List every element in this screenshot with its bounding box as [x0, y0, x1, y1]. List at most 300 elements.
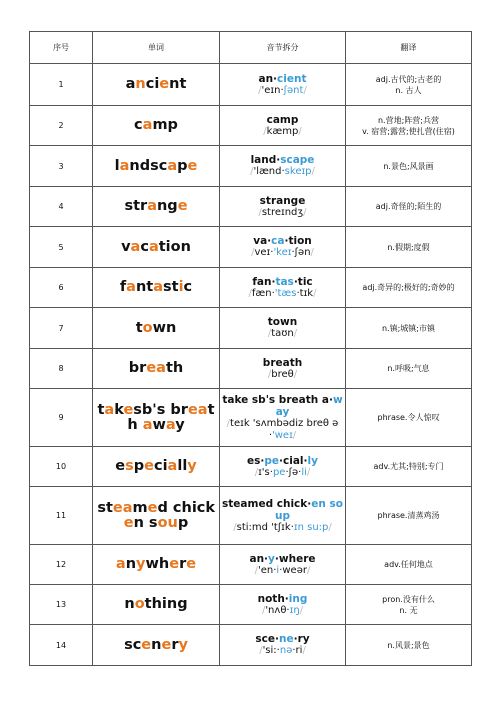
word — [95, 321, 217, 336]
word-segment: e — [123, 514, 134, 531]
word-segment: ea — [146, 360, 166, 376]
translation-cell — [346, 187, 472, 227]
word-segment: thing — [144, 596, 188, 612]
syllable-cell — [220, 349, 346, 389]
word — [95, 240, 217, 255]
phonetic-segment: skeɪp — [284, 166, 312, 177]
phonetic-segment: streɪndʒ — [261, 206, 304, 218]
word-segment: e — [144, 458, 154, 474]
translation-cell — [346, 585, 472, 625]
word-segment: a — [167, 157, 178, 174]
phonetic — [222, 605, 343, 617]
phonetic — [222, 288, 343, 300]
syllable-split — [222, 357, 343, 369]
syllable-segment: noth· — [257, 592, 289, 605]
word-segment: wn — [152, 319, 177, 336]
translation-cell — [346, 227, 472, 268]
word-segment: nt — [169, 76, 187, 92]
word-segment: e — [169, 556, 180, 572]
syllable-segment: ·cial· — [279, 454, 308, 467]
syllable-split — [222, 195, 343, 207]
phonetic-segment: 'en· — [258, 564, 277, 576]
table-row — [30, 64, 472, 106]
word-segment: r — [179, 556, 187, 572]
word-segment: ll — [177, 458, 188, 474]
row-number: 1 — [30, 64, 93, 106]
phonetic — [222, 126, 343, 138]
phonetic-slash: / — [299, 604, 304, 616]
word-cell — [93, 227, 220, 268]
row-number: 12 — [30, 545, 93, 585]
table-row — [30, 545, 472, 585]
syllable-segment: es· — [247, 454, 265, 467]
row-number: 14 — [30, 625, 93, 666]
syllable-segment: strange — [259, 194, 306, 207]
word-cell — [93, 625, 220, 666]
phonetic — [222, 418, 343, 442]
syllable-cell — [220, 308, 346, 349]
table-row — [30, 349, 472, 389]
phonetic-slash: / — [306, 564, 311, 576]
word-segment: e — [161, 636, 172, 653]
word-segment: e — [177, 198, 188, 214]
word-segment: tion — [158, 238, 191, 255]
syllable-segment: en soup — [275, 497, 343, 522]
word-cell — [93, 106, 220, 146]
translation-cell — [346, 389, 472, 447]
row-number: 3 — [30, 146, 93, 187]
syllable-cell — [220, 227, 346, 268]
syllable-split — [222, 316, 343, 328]
word-cell — [93, 349, 220, 389]
word-segment: mp — [152, 117, 178, 133]
word-segment: a — [130, 238, 141, 255]
word — [95, 361, 217, 376]
table-row — [30, 585, 472, 625]
row-number: 4 — [30, 187, 93, 227]
phonetic — [222, 166, 343, 178]
phonetic — [222, 369, 343, 381]
phonetic-slash: / — [267, 328, 272, 339]
syllable-split — [222, 633, 343, 645]
word-cell — [93, 146, 220, 187]
syllable-segment: tas — [275, 275, 294, 288]
word-segment: wh — [145, 556, 170, 572]
translation-line: phrase.清蒸鸡汤 — [377, 511, 440, 520]
phonetic-segment: fæn· — [251, 287, 275, 299]
word-segment: s — [125, 458, 134, 474]
phonetic-segment: veɪ· — [254, 247, 274, 258]
table-row — [30, 625, 472, 666]
word — [95, 199, 217, 214]
phonetic — [222, 328, 343, 340]
word-segment: y — [175, 416, 185, 433]
table-body — [30, 64, 472, 666]
syllable-split — [222, 553, 343, 565]
phonetic-slash: / — [251, 247, 255, 258]
word-segment: i — [178, 279, 184, 295]
phonetic-slash: / — [302, 645, 306, 656]
syllable-split — [222, 154, 343, 166]
syllable-segment: ca — [271, 235, 285, 247]
word-segment: ci — [153, 458, 168, 474]
syllable-cell — [220, 268, 346, 308]
phonetic-slash: / — [293, 328, 298, 339]
word-segment: br — [128, 360, 147, 376]
row-number: 5 — [30, 227, 93, 268]
translation-line: n.风景;景色 — [387, 640, 430, 650]
word-segment: e — [123, 401, 134, 418]
syllable-segment: land· — [250, 154, 281, 166]
phonetic-segment: ·ri — [292, 645, 303, 656]
table-row — [30, 308, 472, 349]
syllable-segment: ne — [278, 633, 294, 645]
syllable-cell — [220, 187, 346, 227]
word-segment: sc — [124, 636, 142, 653]
word-cell — [93, 545, 220, 585]
table-row — [30, 389, 472, 447]
table-row — [30, 106, 472, 146]
syllable-cell — [220, 545, 346, 585]
translation-cell — [346, 106, 472, 146]
translation-line: n.镇;城镇;市镇 — [381, 323, 435, 333]
syllable-split — [222, 498, 343, 522]
word-segment: e — [147, 499, 158, 516]
phonetic — [222, 645, 343, 657]
phonetic-segment: ɪn su:p — [293, 521, 329, 533]
translation-cell — [346, 487, 472, 545]
word-segment: e — [186, 556, 197, 572]
header-word: 单词 — [93, 32, 220, 64]
row-number: 9 — [30, 389, 93, 447]
word-cell — [93, 389, 220, 447]
syllable-cell — [220, 447, 346, 487]
word — [95, 118, 217, 133]
row-number: 6 — [30, 268, 93, 308]
phonetic-slash: / — [226, 417, 231, 429]
word-cell — [93, 447, 220, 487]
word-segment: a — [142, 416, 153, 433]
translation-line: adj.奇异的;极好的;奇妙的 — [362, 283, 455, 292]
vocabulary-table — [29, 31, 472, 666]
phonetic-segment: 'tæs — [274, 287, 297, 299]
syllable-segment: va· — [253, 235, 272, 247]
translation-cell — [346, 447, 472, 487]
phonetic-segment: teɪk 'sʌmbədiz breθ ə· — [230, 417, 339, 441]
translation-line: adj.奇怪的;陌生的 — [375, 202, 442, 211]
word-segment: o — [134, 596, 145, 612]
syllable-segment: ·tic — [293, 275, 313, 288]
table-row — [30, 268, 472, 308]
word — [95, 501, 217, 531]
table-row — [30, 227, 472, 268]
syllable-cell — [220, 585, 346, 625]
phonetic-slash: / — [303, 84, 307, 96]
syllable-segment: town — [267, 316, 298, 328]
word-segment: v — [121, 238, 131, 255]
translation-line: n.营地;阵营;兵营 — [377, 115, 439, 125]
word-segment: c — [183, 279, 193, 295]
translation-line: n.假期;度假 — [387, 242, 430, 252]
syllable-split — [222, 276, 343, 288]
syllable-cell — [220, 389, 346, 447]
word-segment: a — [119, 157, 130, 174]
translation-cell — [346, 625, 472, 666]
phonetic-slash: / — [254, 564, 258, 576]
header-translation: 翻译 — [346, 32, 472, 64]
row-number: 7 — [30, 308, 93, 349]
header-index: 序号 — [30, 32, 93, 64]
phonetic-segment: nə — [279, 645, 293, 656]
word-segment: ea — [112, 499, 133, 516]
phonetic-slash: / — [292, 429, 297, 441]
phonetic-slash: / — [250, 166, 254, 177]
translation-line: n.景色;风景画 — [383, 161, 434, 171]
phonetic-segment: 'nʌθ· — [265, 604, 290, 616]
phonetic-segment: 'keɪ — [273, 247, 292, 258]
phonetic-slash: / — [258, 206, 262, 218]
syllable-segment: sce· — [255, 633, 279, 645]
word-segment: c — [134, 117, 143, 133]
phonetic-slash: / — [303, 206, 307, 218]
phonetic-segment: ·ʃən — [291, 247, 311, 258]
syllable-split — [222, 593, 343, 605]
word-segment: o — [142, 319, 153, 336]
word-segment: str — [124, 198, 148, 214]
syllable-cell — [220, 625, 346, 666]
phonetic-segment: 'si:· — [262, 645, 280, 656]
header-syllables: 音节拆分 — [220, 32, 346, 64]
syllable-segment: an· — [249, 552, 269, 565]
row-number: 13 — [30, 585, 93, 625]
syllable-segment: ·ry — [293, 633, 310, 645]
phonetic-slash: / — [310, 247, 314, 258]
word — [95, 459, 217, 474]
word — [95, 638, 217, 653]
word-segment: a — [125, 76, 136, 92]
phonetic — [222, 467, 343, 479]
translation-line: n.呼吸;气息 — [387, 364, 430, 373]
phonetic-segment: ·weər — [279, 564, 307, 576]
translation-line: v. 宿营;露营;使扎营(住宿) — [362, 126, 455, 136]
word-segment: n s — [133, 514, 158, 531]
table-row — [30, 146, 472, 187]
phonetic-segment: breθ — [271, 368, 294, 380]
syllable-segment: fan· — [252, 275, 276, 288]
phonetic-slash: / — [293, 368, 298, 380]
word-segment: ou — [157, 514, 178, 531]
word-segment: th — [165, 360, 184, 376]
phonetic-slash: / — [258, 84, 262, 96]
word-segment: e — [141, 636, 152, 653]
word-segment: y — [187, 458, 197, 474]
row-number: 10 — [30, 447, 93, 487]
word-segment: t — [97, 401, 105, 418]
translation-cell — [346, 146, 472, 187]
translation-line: pron.没有什么 — [382, 594, 435, 604]
syllable-split — [222, 73, 343, 85]
syllable-split — [222, 235, 343, 247]
table-row — [30, 487, 472, 545]
phonetic-slash: / — [328, 521, 332, 533]
translation-line: adj.古代的;古老的 — [375, 74, 442, 84]
syllable-segment: breath — [262, 356, 303, 369]
word-segment: a — [147, 198, 157, 214]
word — [95, 280, 217, 295]
table-row — [30, 187, 472, 227]
word-cell — [93, 585, 220, 625]
phonetic-segment: taʊn — [271, 328, 294, 339]
syllable-split — [222, 114, 343, 126]
phonetic-segment: ʃənt — [283, 84, 304, 96]
translation-line: n. 无 — [399, 605, 418, 615]
word-segment: n — [135, 76, 146, 92]
word-segment: a — [148, 238, 159, 255]
syllable-segment: camp — [266, 113, 299, 126]
phonetic-segment: 'weɪ — [272, 429, 293, 441]
translation-cell — [346, 349, 472, 389]
syllable-cell — [220, 487, 346, 545]
translation-line: phrase.令人惊叹 — [377, 413, 440, 422]
word-segment: l — [114, 157, 120, 174]
syllable-segment: scape — [280, 154, 315, 166]
phonetic — [222, 522, 343, 534]
word — [95, 597, 217, 612]
syllable-segment: steamed chick· — [222, 497, 312, 510]
word-segment: ndsc — [129, 157, 168, 174]
phonetic-slash: / — [261, 604, 266, 616]
phonetic-segment: ɪ's· — [258, 466, 273, 478]
translation-cell — [346, 308, 472, 349]
phonetic — [222, 565, 343, 577]
row-number: 2 — [30, 106, 93, 146]
phonetic-slash: / — [248, 287, 252, 299]
word-segment: m — [132, 499, 148, 516]
syllable-segment: ·where — [274, 552, 316, 565]
word-segment: f — [119, 279, 127, 295]
word-segment: a — [126, 279, 136, 295]
word-segment: w — [152, 416, 166, 433]
syllable-segment: ing — [288, 592, 308, 605]
syllable-segment: pe — [264, 454, 280, 467]
word-segment: ci — [145, 76, 160, 92]
phonetic — [222, 207, 343, 219]
syllable-segment: an· — [258, 72, 278, 85]
word-cell — [93, 308, 220, 349]
syllable-split — [222, 455, 343, 467]
phonetic-segment: ·tɪk — [296, 287, 314, 299]
syllable-split — [222, 394, 343, 418]
word-cell — [93, 187, 220, 227]
word-segment: ng — [156, 198, 178, 214]
word — [95, 77, 217, 92]
phonetic — [222, 85, 343, 97]
translation-line: adv.尤其;特别;专门 — [373, 462, 444, 471]
word-segment: st — [97, 499, 113, 516]
word-segment: th — [127, 401, 215, 433]
word-segment: a — [165, 416, 176, 433]
phonetic-slash: / — [263, 125, 267, 137]
phonetic — [222, 247, 343, 259]
phonetic-slash: / — [298, 125, 302, 137]
word-segment: a — [115, 556, 126, 572]
word-segment: n — [124, 596, 135, 612]
phonetic-slash: / — [306, 466, 311, 478]
phonetic-segment: i — [276, 564, 280, 576]
translation-cell — [346, 64, 472, 106]
word-cell — [93, 487, 220, 545]
phonetic-segment: ɪŋ — [289, 604, 300, 616]
phonetic-slash: / — [233, 521, 237, 533]
phonetic-slash: / — [259, 645, 263, 656]
word-segment: y — [136, 556, 146, 572]
table-row — [30, 447, 472, 487]
word-segment: a — [142, 117, 153, 133]
syllable-cell — [220, 146, 346, 187]
word-segment: sb's br — [133, 401, 188, 418]
word-segment: nt — [135, 279, 154, 295]
word — [95, 403, 217, 433]
word-segment: a — [153, 279, 163, 295]
translation-cell — [346, 545, 472, 585]
word-segment: p — [177, 157, 188, 174]
word-segment: p — [177, 514, 189, 531]
phonetic-slash: / — [267, 368, 272, 380]
word-segment: e — [187, 157, 198, 174]
phonetic-segment: li — [301, 466, 307, 478]
word-segment: k — [114, 401, 124, 418]
phonetic-segment: sti:md 'tʃɪk· — [236, 521, 294, 533]
syllable-segment: take sb's breath a· — [222, 393, 333, 406]
syllable-segment: y — [268, 552, 275, 565]
phonetic-slash: / — [311, 166, 315, 177]
phonetic-segment: kæmp — [266, 125, 299, 137]
syllable-segment: ly — [307, 454, 318, 467]
syllable-segment: ·tion — [284, 235, 312, 247]
word-segment: d chick — [157, 499, 215, 516]
word-segment: st — [163, 279, 179, 295]
word-segment: c — [140, 238, 149, 255]
word-segment: n — [151, 636, 162, 653]
syllable-cell — [220, 106, 346, 146]
syllable-cell — [220, 64, 346, 106]
row-number: 11 — [30, 487, 93, 545]
word-segment: p — [133, 458, 145, 474]
syllable-segment: way — [275, 393, 343, 418]
translation-cell — [346, 268, 472, 308]
word-segment: e — [115, 458, 126, 474]
word-segment: t — [135, 319, 143, 336]
phonetic-slash: / — [313, 287, 317, 299]
word-cell — [93, 64, 220, 106]
phonetic-segment: ·ʃə· — [285, 466, 302, 478]
translation-line: adv.任何地点 — [384, 560, 433, 569]
word — [95, 557, 217, 572]
word-segment: a — [167, 458, 178, 474]
word — [95, 159, 217, 174]
word-segment: y — [178, 636, 188, 653]
word-cell — [93, 268, 220, 308]
phonetic-slash: / — [254, 466, 259, 478]
phonetic-segment: 'eɪn· — [261, 84, 284, 96]
word-segment: e — [159, 76, 170, 92]
translation-line: n. 古人 — [395, 85, 422, 95]
word-segment: ea — [187, 401, 208, 418]
phonetic-segment: pe — [272, 466, 286, 478]
word-segment: n — [125, 556, 137, 572]
phonetic-segment: 'lænd· — [253, 166, 285, 177]
header-row — [30, 32, 472, 64]
